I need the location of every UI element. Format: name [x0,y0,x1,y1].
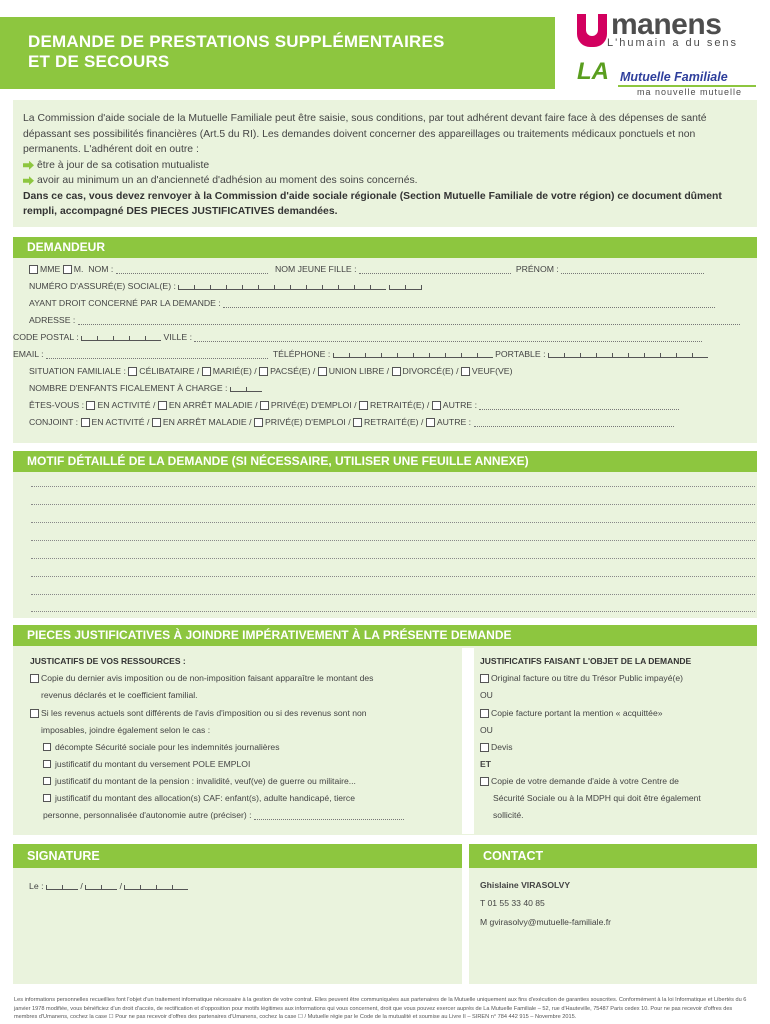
contact-phone: T 01 55 33 40 85 [480,898,545,908]
year-field[interactable] [124,882,188,890]
nb-enfants-label: NOMBRE D'ENFANTS FICALEMENT À CHARGE : [29,383,228,393]
pole-emploi-checkbox[interactable] [43,760,51,768]
row-num-assure [29,281,422,291]
ayant-droit-label: AYANT DROIT CONCERNÉ PAR LA DEMANDE : [29,298,221,308]
num-assure-key-field[interactable] [389,282,422,290]
conjoint-prive-emploi-checkbox[interactable] [254,418,263,427]
motif-line[interactable] [31,486,755,487]
telephone-label: TÉLÉPHONE : [272,349,331,359]
situation-label: SITUATION FAMILIALE : [29,366,126,376]
right-item-3-text: Devis [491,742,513,752]
page-title [28,32,445,72]
autre-label: AUTRE : [442,400,478,410]
intro-instruction: Dans ce cas, vous devez renvoyer à la Commission d'aide sociale régionale (Section Mutuelle Familiale de votre région) ce document dûment rempli, accompagné DES PIECES JUSTIFICATIVES demandées. [23,190,722,217]
arret-maladie-label: EN ARRÊT MALADIE / [168,400,258,410]
email-label: EMAIL : [13,349,44,359]
portable-label: PORTABLE : [495,349,546,359]
contact-email[interactable]: M gvirasolvy@mutuelle-familiale.fr [480,917,611,927]
left-item-6b-text: personne, personnalisée d'autonomie autre (préciser) : [43,810,252,820]
right-item-2 [480,708,663,718]
etes-vous-label: ÊTES-VOUS : [29,400,85,410]
num-assure-label: NUMÉRO D'ASSURÉ(E) SOCIAL(E) : [29,281,176,291]
bullet-text: avoir au minimum un an d'ancienneté d'adhésion au moment des soins concernés. [37,175,418,186]
arrow-icon [23,176,34,185]
right-item-4 [480,776,679,786]
pension-checkbox[interactable] [43,777,51,785]
signature-date-row: Le : / / [29,881,188,891]
demandeur-title: DEMANDEUR [13,237,757,258]
le-label: Le : [29,881,44,891]
contact-section [469,844,757,984]
signature-body[interactable] [13,868,462,984]
conjoint-autre-field[interactable] [474,418,674,427]
intro-bullet-2 [23,173,747,189]
original-facture-checkbox[interactable] [480,674,489,683]
conjoint-arret-maladie-checkbox[interactable] [152,418,161,427]
row-adresse [29,315,740,325]
left-item-2-text: Si les revenus actuels sont différents de l'avis d'imposition ou si des revenus sont non [41,708,367,718]
pieces-title: PIECES JUSTIFICATIVES À JOINDRE IMPÉRATIVEMENT À LA PRÉSENTE DEMANDE [13,625,757,646]
telephone-field[interactable] [333,350,493,358]
veuf-checkbox[interactable] [461,367,470,376]
celibataire-label: CÉLIBATAIRE / [139,366,200,376]
motif-line[interactable] [31,558,755,559]
row-nb-enfants [29,383,262,393]
contact-body [469,868,757,984]
caf-checkbox[interactable] [43,794,51,802]
bullet-text: être à jour de sa cotisation mutualiste [37,159,210,171]
header [0,0,770,100]
retraite-label: RETRAITÉ(E) / [369,400,430,410]
umanens-tagline: L'humain a du sens [607,37,739,49]
demandeur-body [13,258,757,443]
motif-line[interactable] [31,504,755,505]
left-item-5-text: justificatif du montant de la pension : invalidité, veuf(ve) de guerre ou militaire... [55,776,356,786]
contact-title: CONTACT [469,844,757,868]
month-field[interactable] [85,882,117,890]
right-item-1-text: Original facture ou titre du Trésor Public impayé(e) [491,673,684,683]
right-item-1 [480,673,683,683]
row-conjoint [29,417,674,427]
right-item-4-text: Copie de votre demande d'aide à votre Centre de [491,776,679,786]
motif-title: MOTIF DÉTAILLÉ DE LA DEMANDE (SI NÉCESSAIRE, UTILISER UNE FEUILLE ANNEXE) [13,451,757,472]
pacse-label: PACSÉ(E) / [270,366,316,376]
conjoint-arret-maladie-label: EN ARRÊT MALADIE / [162,417,252,427]
veuf-label: VEUF(VE) [471,366,513,376]
prive-emploi-label: PRIVÉ(E) D'EMPLOI / [270,400,357,410]
m-checkbox[interactable] [63,265,72,274]
left-item-5 [43,776,356,786]
avis-imposition-checkbox[interactable] [30,674,39,683]
left-item-1-text: Copie du dernier avis imposition ou de non-imposition faisant apparaître le montant des [41,673,374,683]
demandeur-section [13,237,757,443]
arrow-icon [23,161,34,170]
code-postal-label: CODE POSTAL : [13,332,79,342]
divorce-label: DIVORCÉ(E) / [402,366,459,376]
adresse-field[interactable] [78,316,740,325]
row-ayant-droit [29,298,715,308]
la-logo-icon: LA [577,58,609,85]
mutuelle-familiale-logo: Mutuelle Familiale [620,70,728,84]
left-item-1b: revenus déclarés et le coefficient familial. [41,690,198,700]
motif-line[interactable] [31,540,755,541]
decompte-checkbox[interactable] [43,743,51,751]
ville-label: VILLE : [163,332,192,342]
right-item-3 [480,742,513,752]
mutuelle-tagline: ma nouvelle mutuelle [637,87,743,97]
autre-checkbox[interactable] [432,401,441,410]
nom-field[interactable] [116,265,268,274]
copie-demande-checkbox[interactable] [480,777,489,786]
autre-field[interactable] [479,401,679,410]
code-postal-field[interactable] [81,333,161,341]
row-etes-vous [29,400,679,410]
left-item-4 [43,759,250,769]
prenom-label: PRÉNOM : [515,264,559,274]
mme-checkbox[interactable] [29,265,38,274]
revenus-differents-checkbox[interactable] [30,709,39,718]
adresse-label: ADRESSE : [29,315,76,325]
left-item-6 [43,793,355,803]
conjoint-retraite-checkbox[interactable] [353,418,362,427]
signature-section [13,844,462,984]
union-libre-checkbox[interactable] [318,367,327,376]
row-situation [29,366,512,376]
signature-title: SIGNATURE [13,844,462,868]
left-item-2b: imposables, joindre également selon le cas : [41,725,211,735]
ville-field[interactable] [194,333,702,342]
arret-maladie-checkbox[interactable] [158,401,167,410]
right-ou-2: OU [480,725,493,735]
row-email [13,349,708,359]
contact-name: Ghislaine VIRASOLVY [480,880,571,890]
conjoint-autre-label: AUTRE : [436,417,472,427]
left-item-6b [43,810,404,820]
mme-label: MME [40,264,61,274]
right-et: ET [480,759,491,769]
num-assure-field[interactable] [178,282,386,290]
conjoint-retraite-label: RETRAITÉ(E) / [364,417,424,427]
conjoint-prive-emploi-label: PRIVÉ(E) D'EMPLOI / [264,417,351,427]
right-item-4b: Sécurité Sociale ou à la MDPH qui doit être également [493,793,701,803]
nb-enfants-field[interactable] [230,384,262,392]
motif-line[interactable] [31,611,755,612]
conjoint-activite-label: EN ACTIVITÉ / [91,417,150,427]
left-item-3-text: décompte Sécurité sociale pour les indemnités journalières [55,742,280,752]
left-item-3 [43,742,280,752]
autre-preciser-field[interactable] [254,811,404,820]
m-label: M. [73,264,84,274]
row-nom [29,264,704,274]
pacse-checkbox[interactable] [259,367,268,376]
union-libre-label: UNION LIBRE / [328,366,390,376]
title-line-2: ET DE SECOURS [28,52,170,71]
activite-label: EN ACTIVITÉ / [97,400,156,410]
motif-section [13,451,757,618]
column-divider [462,648,474,834]
motif-line[interactable] [31,522,755,523]
motif-line[interactable] [31,594,755,595]
pieces-section [13,625,757,835]
left-heading: JUSTICATIFS DE VOS RESSOURCES : [30,656,186,666]
right-item-4c: sollicité. [493,810,524,820]
email-field[interactable] [46,350,268,359]
pieces-body [13,646,757,835]
portable-field[interactable] [548,350,708,358]
intro-box [13,100,757,227]
divorce-checkbox[interactable] [392,367,401,376]
motif-line[interactable] [31,576,755,577]
copie-facture-checkbox[interactable] [480,709,489,718]
left-item-6-text: justificatif du montant des allocation(s) CAF: enfant(s), adulte handicapé, tierce [55,793,355,803]
left-item-2 [30,708,367,718]
marie-checkbox[interactable] [202,367,211,376]
activite-checkbox[interactable] [86,401,95,410]
umanens-logo-text: manens [611,8,722,41]
left-item-4-text: justificatif du montant du versement POLE EMPLOI [55,759,251,769]
nom-jeune-fille-label: NOM JEUNE FILLE : [274,264,357,274]
conjoint-activite-checkbox[interactable] [81,418,90,427]
nom-jeune-fille-field[interactable] [359,265,511,274]
retraite-checkbox[interactable] [359,401,368,410]
marie-label: MARIÉ(E) / [212,366,257,376]
ayant-droit-field[interactable] [223,299,715,308]
row-code-postal [13,332,702,342]
right-ou-1: OU [480,690,493,700]
right-item-2-text: Copie facture portant la mention « acquittée» [491,708,663,718]
footer-legal-text: Les informations personnelles recueillies font l'objet d'un traitement informatique nécessaire à la gestion de votre contrat. Elles peuvent être communiquées aux partenaires de la Mutuelle uniquement aux fins d'exécution de garanties souscrites. Conformément à la loi Informatique et Libertés du 6 janvier 1978 modifiée, vous bénéficiez d'un droit d'accès, de rectification et d'opposition pour motifs légitimes aux informations qui vous concernent, droit que vous pouvez exercer auprès de La Mutuelle Familiale – 52, rue d'Hauteville, 75487 Paris cedex 10. Pour ne pas recevoir d'offres des membres d'Umanens, cochez la case ☐ Pour ne pas recevoir d'offres des partenaires d'Umanens, cochez la case ☐ / Mutuelle régie par le Code de la mutualité et soumise au Livre II – SIREN n° 784 442 915 – Novembre 2015. [14,997,747,1020]
devis-checkbox[interactable] [480,743,489,752]
intro-bullet-1 [23,158,747,174]
motif-body[interactable] [13,472,757,618]
right-heading: JUSTIFICATIFS FAISANT L'OBJET DE LA DEMANDE [480,656,692,666]
prive-emploi-checkbox[interactable] [260,401,269,410]
conjoint-label: CONJOINT : [29,417,79,427]
prenom-field[interactable] [561,265,704,274]
intro-paragraph: La Commission d'aide sociale de la Mutuelle Familiale peut être saisie, sous conditions, par tout adhérent devant faire face à des dépenses de santé dépassant ses possibilités financières (Art.5 du RI). Les demandes doivent concerner des appareillages ou traitements médicaux ponctuels et non permanents. L'adhérent doit en outre : [23,113,707,155]
day-field[interactable] [46,882,78,890]
umanens-u-logo-icon [577,14,607,47]
conjoint-autre-checkbox[interactable] [426,418,435,427]
left-item-1 [30,673,373,683]
nom-label: NOM : [88,264,114,274]
celibataire-checkbox[interactable] [128,367,137,376]
title-line-1: DEMANDE DE PRESTATIONS SUPPLÉMENTAIRES [28,32,445,51]
